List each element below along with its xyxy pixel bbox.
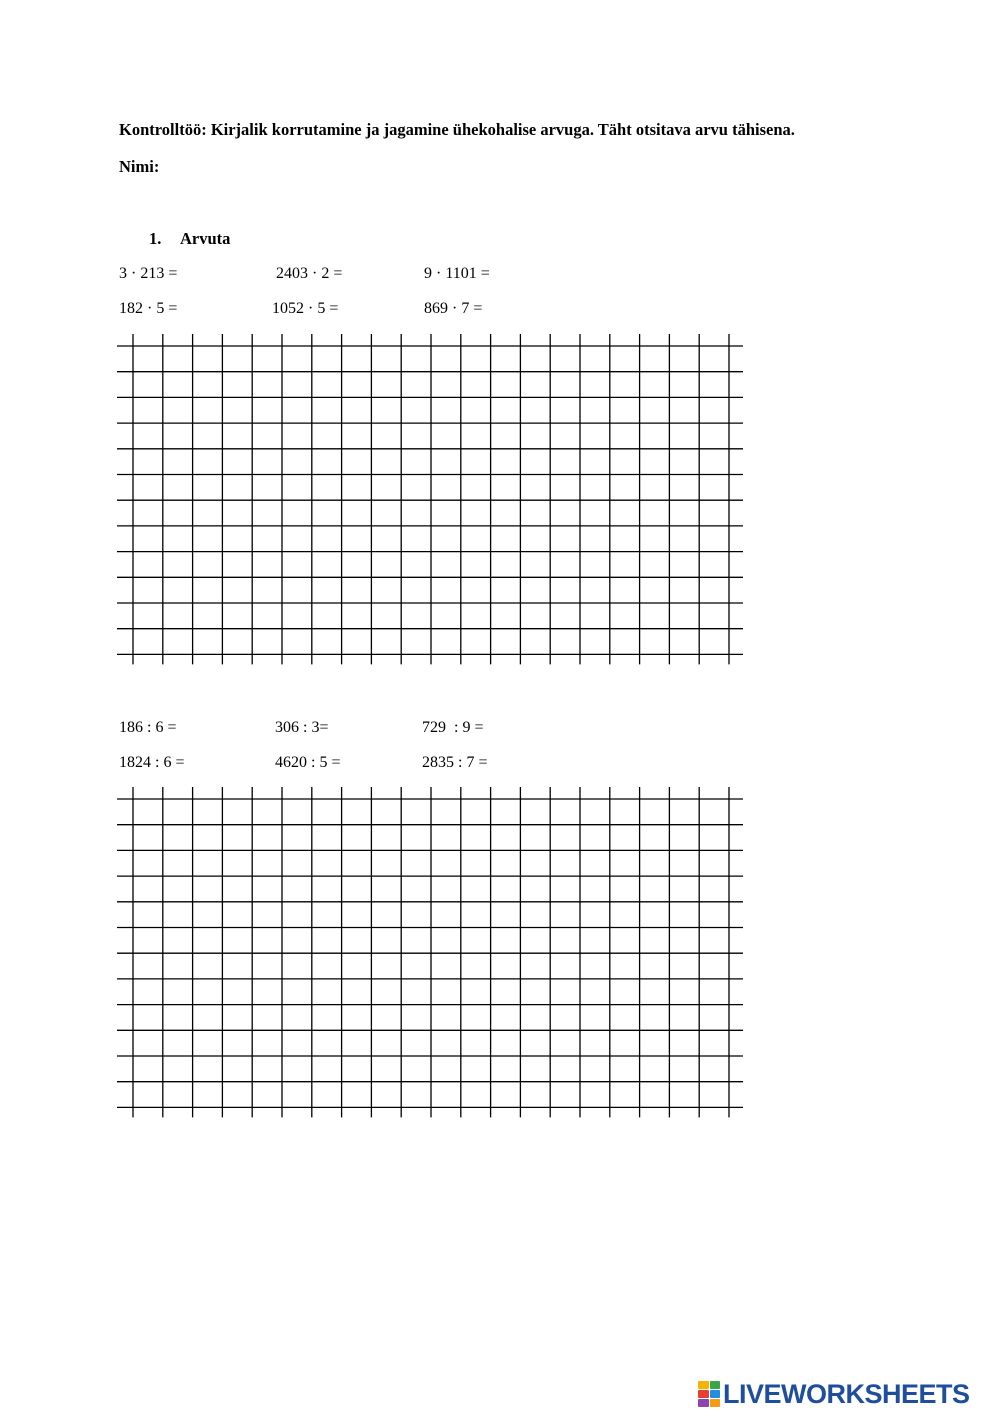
div-problem-5: 4620 : 5 =: [275, 754, 341, 771]
task-heading: [149, 229, 230, 249]
div-problem-1: 186 : 6 =: [119, 719, 177, 736]
mult-problem-4: 182 · 5 =: [119, 300, 178, 317]
div-problem-4: 1824 : 6 =: [119, 754, 185, 771]
logo-text: LIVEWORKSHEETS: [723, 1378, 970, 1409]
div-problem-3: 729 : 9 =: [422, 719, 484, 736]
name-label: Nimi:: [119, 157, 160, 176]
mult-problem-1: 3 · 213 =: [119, 265, 178, 282]
liveworksheets-logo[interactable]: [698, 1380, 970, 1408]
mult-problem-3: 9 · 1101 =: [424, 265, 490, 282]
task-heading-label: Arvuta: [180, 229, 231, 248]
mult-problem-6: 869 · 7 =: [424, 300, 483, 317]
answer-grid-multiplication[interactable]: [117, 334, 749, 668]
task-number: 1.: [149, 229, 162, 248]
worksheet-title: Kontrolltöö: Kirjalik korrutamine ja jagamine ühekohalise arvuga. Täht otsitava arvu tähisena.: [119, 120, 795, 139]
div-problem-2: 306 : 3=: [275, 719, 329, 736]
logo-icon: [698, 1381, 720, 1407]
answer-grid-division[interactable]: [117, 787, 749, 1121]
mult-problem-5: 1052 · 5 =: [272, 300, 339, 317]
div-problem-6: 2835 : 7 =: [422, 754, 488, 771]
mult-problem-2: 2403 · 2 =: [276, 265, 343, 282]
